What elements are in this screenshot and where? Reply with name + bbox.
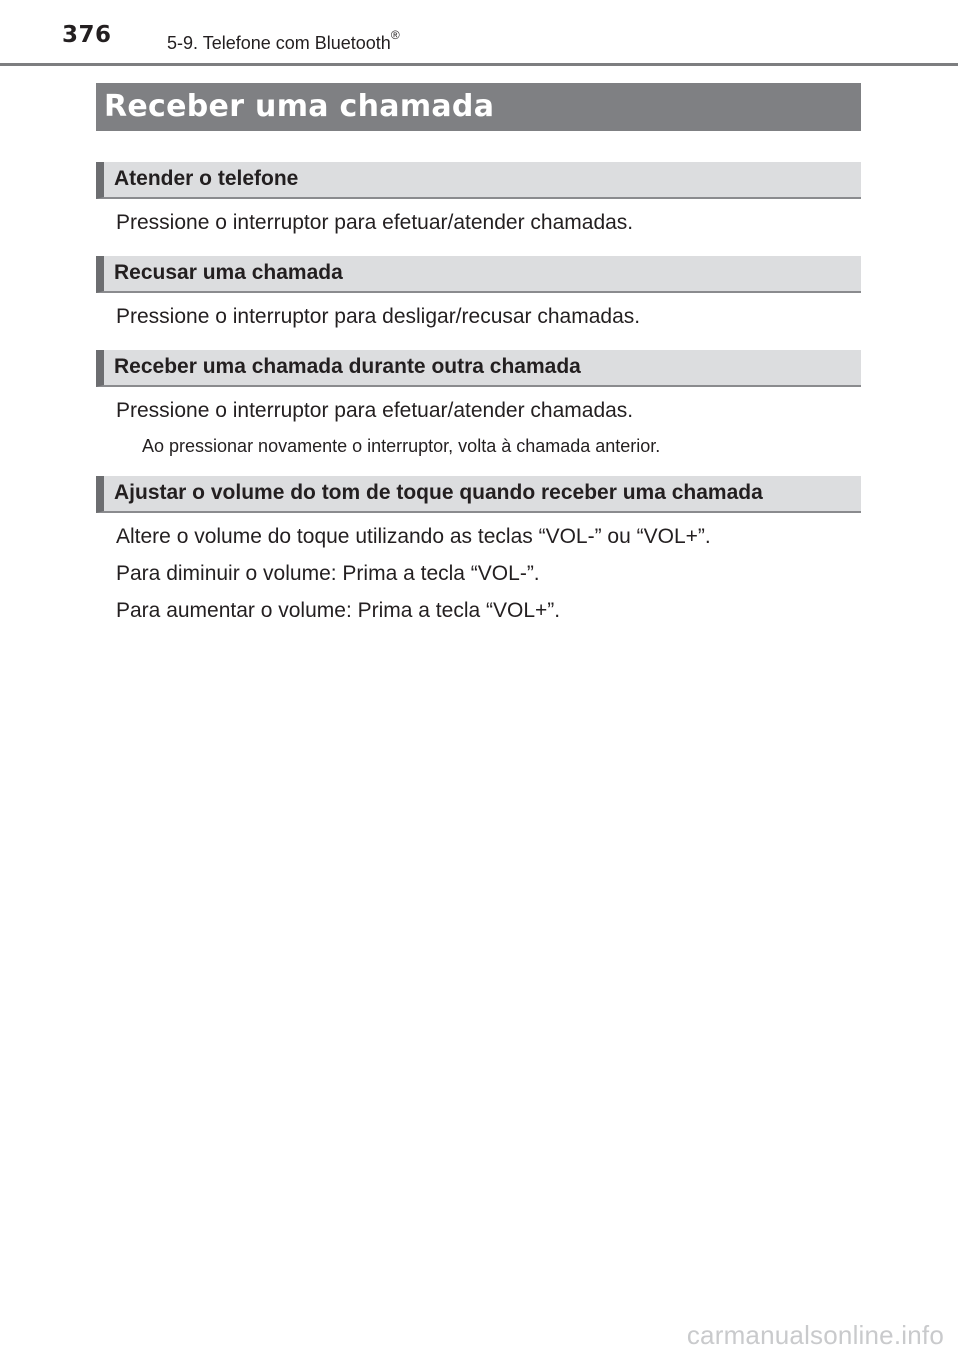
page-header [0, 0, 960, 64]
page-number: 376 [62, 22, 112, 48]
section-text-ringtone-volume-1: Altere o volume do toque utilizando as teclas “VOL-” ou “VOL+”. [116, 525, 711, 548]
registered-mark: ® [390, 28, 400, 42]
section-reference [167, 28, 400, 54]
page-title: Receber uma chamada [96, 83, 861, 131]
section-heading-call-waiting: Receber uma chamada durante outra chamada [96, 350, 861, 387]
section-heading-answer-phone: Atender o telefone [96, 162, 861, 199]
header-divider [0, 63, 958, 66]
section-text-reject-call: Pressione o interruptor para desligar/recusar chamadas. [116, 305, 641, 328]
section-heading-reject-call: Recusar uma chamada [96, 256, 861, 293]
section-text-answer-phone: Pressione o interruptor para efetuar/atender chamadas. [116, 211, 634, 234]
section-note-call-waiting: Ao pressionar novamente o interruptor, volta à chamada anterior. [142, 436, 661, 456]
section-reference-text: 5-9. Telefone com Bluetooth [167, 33, 391, 53]
section-text-ringtone-volume-3: Para aumentar o volume: Prima a tecla “VOL+”. [116, 599, 561, 622]
section-heading-ringtone-volume: Ajustar o volume do tom de toque quando receber uma chamada [96, 476, 861, 513]
section-text-call-waiting: Pressione o interruptor para efetuar/atender chamadas. [116, 399, 634, 422]
section-text-ringtone-volume-2: Para diminuir o volume: Prima a tecla “VOL-”. [116, 562, 540, 585]
watermark: carmanualsonline.info [686, 1320, 944, 1350]
